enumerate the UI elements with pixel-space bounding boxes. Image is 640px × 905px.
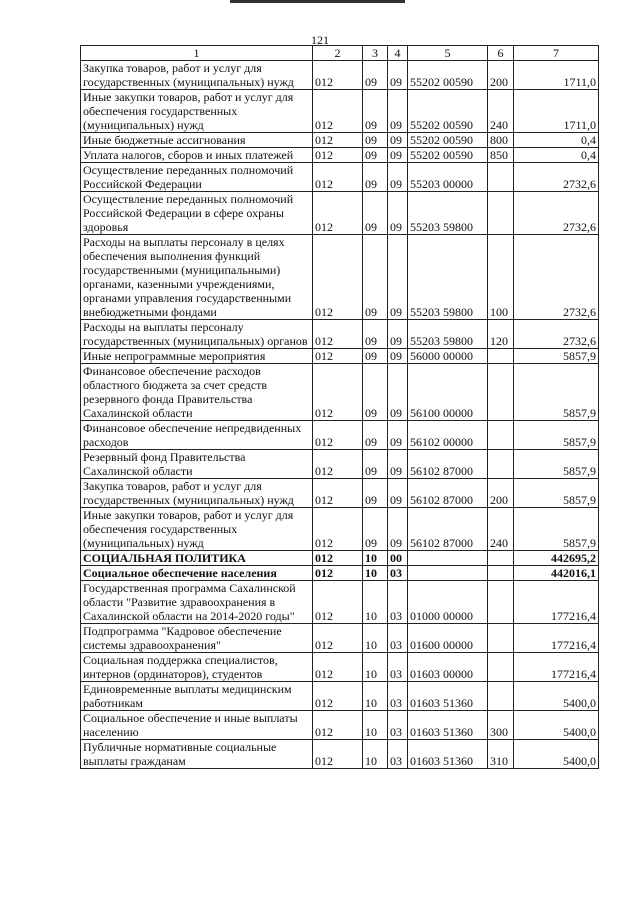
section-code-cell: 09 [363, 61, 388, 90]
item-name-cell: Социальное обеспечение и иные выплаты населению [81, 711, 313, 740]
target-article-cell: 55202 00590 [408, 90, 488, 133]
expense-type-cell: 100 [488, 235, 514, 320]
section-code-cell: 10 [363, 551, 388, 566]
table-row [81, 653, 599, 682]
ministry-code-cell: 012 [313, 566, 363, 581]
table-row [81, 192, 599, 235]
ministry-code-cell: 012 [313, 711, 363, 740]
table-row [81, 349, 599, 364]
item-name-cell: Иные закупки товаров, работ и услуг для обеспечения государственных (муниципальных) нужд [81, 508, 313, 551]
table-row [81, 163, 599, 192]
target-article-cell: 55203 59800 [408, 320, 488, 349]
table-row [81, 235, 599, 320]
subsection-code-cell: 09 [388, 148, 408, 163]
ministry-code-cell: 012 [313, 349, 363, 364]
item-name-cell: Уплата налогов, сборов и иных платежей [81, 148, 313, 163]
target-article-cell: 01603 51360 [408, 711, 488, 740]
ministry-code-cell: 012 [313, 551, 363, 566]
column-header: 2 [313, 46, 363, 61]
target-article-cell: 55202 00590 [408, 148, 488, 163]
item-name-cell: Финансовое обеспечение непредвиденных расходов [81, 421, 313, 450]
subsection-code-cell: 09 [388, 349, 408, 364]
amount-cell: 0,4 [514, 133, 599, 148]
page-number: 121 [311, 33, 329, 47]
expense-type-cell [488, 421, 514, 450]
ministry-code-cell: 012 [313, 653, 363, 682]
item-name-cell: Осуществление переданных полномочий Российской Федерации в сфере охраны здоровья [81, 192, 313, 235]
column-header: 7 [514, 46, 599, 61]
table-row [81, 61, 599, 90]
section-code-cell: 09 [363, 320, 388, 349]
ministry-code-cell: 012 [313, 61, 363, 90]
amount-cell: 2732,6 [514, 235, 599, 320]
subsection-code-cell: 03 [388, 653, 408, 682]
subsection-code-cell: 09 [388, 192, 408, 235]
target-article-cell: 55203 59800 [408, 235, 488, 320]
amount-cell: 177216,4 [514, 581, 599, 624]
table-row [81, 479, 599, 508]
section-code-cell: 10 [363, 581, 388, 624]
amount-cell: 5857,9 [514, 479, 599, 508]
item-name-cell: Государственная программа Сахалинской области "Развитие здравоохранения в Сахалинской области на 2014-2020 годы" [81, 581, 313, 624]
table-row [81, 508, 599, 551]
expense-type-cell [488, 624, 514, 653]
table-row [81, 551, 599, 566]
target-article-cell: 56102 87000 [408, 479, 488, 508]
section-code-cell: 09 [363, 349, 388, 364]
section-code-cell: 09 [363, 508, 388, 551]
ministry-code-cell: 012 [313, 235, 363, 320]
target-article-cell [408, 566, 488, 581]
item-name-cell: Социальное обеспечение населения [81, 566, 313, 581]
target-article-cell [408, 551, 488, 566]
ministry-code-cell: 012 [313, 320, 363, 349]
ministry-code-cell: 012 [313, 479, 363, 508]
ministry-code-cell: 012 [313, 133, 363, 148]
ministry-code-cell: 012 [313, 624, 363, 653]
section-code-cell: 09 [363, 364, 388, 421]
amount-cell: 5857,9 [514, 421, 599, 450]
target-article-cell: 56102 87000 [408, 450, 488, 479]
table-row [81, 566, 599, 581]
expense-type-cell [488, 581, 514, 624]
item-name-cell: Финансовое обеспечение расходов областного бюджета за счет средств резервного фонда Правительства Сахалинской области [81, 364, 313, 421]
ministry-code-cell: 012 [313, 90, 363, 133]
subsection-code-cell: 03 [388, 581, 408, 624]
item-name-cell: Расходы на выплаты персоналу в целях обеспечения выполнения функций государственными (муниципальными) органами, казенными учреждениями, органами управления государственными внебюджетными фондами [81, 235, 313, 320]
subsection-code-cell: 03 [388, 566, 408, 581]
section-code-cell: 09 [363, 163, 388, 192]
table-header-row [81, 46, 599, 61]
ministry-code-cell: 012 [313, 450, 363, 479]
ministry-code-cell: 012 [313, 163, 363, 192]
subsection-code-cell: 09 [388, 163, 408, 192]
scan-artifact-line [230, 0, 405, 3]
amount-cell: 177216,4 [514, 624, 599, 653]
section-code-cell: 09 [363, 450, 388, 479]
section-code-cell: 10 [363, 653, 388, 682]
expense-type-cell: 310 [488, 740, 514, 769]
item-name-cell: Закупка товаров, работ и услуг для государственных (муниципальных) нужд [81, 61, 313, 90]
expense-type-cell [488, 682, 514, 711]
target-article-cell: 56102 00000 [408, 421, 488, 450]
subsection-code-cell: 09 [388, 133, 408, 148]
target-article-cell: 55202 00590 [408, 133, 488, 148]
budget-table [80, 45, 599, 769]
expense-type-cell [488, 551, 514, 566]
section-code-cell: 09 [363, 133, 388, 148]
ministry-code-cell: 012 [313, 740, 363, 769]
amount-cell: 2732,6 [514, 163, 599, 192]
ministry-code-cell: 012 [313, 148, 363, 163]
target-article-cell: 01000 00000 [408, 581, 488, 624]
section-code-cell: 10 [363, 740, 388, 769]
item-name-cell: Иные бюджетные ассигнования [81, 133, 313, 148]
target-article-cell: 55202 00590 [408, 61, 488, 90]
expense-type-cell: 850 [488, 148, 514, 163]
amount-cell: 0,4 [514, 148, 599, 163]
subsection-code-cell: 09 [388, 61, 408, 90]
table-row [81, 740, 599, 769]
subsection-code-cell: 03 [388, 624, 408, 653]
amount-cell: 5857,9 [514, 349, 599, 364]
amount-cell: 1711,0 [514, 61, 599, 90]
target-article-cell: 55203 59800 [408, 192, 488, 235]
item-name-cell: СОЦИАЛЬНАЯ ПОЛИТИКА [81, 551, 313, 566]
amount-cell: 5857,9 [514, 450, 599, 479]
subsection-code-cell: 09 [388, 320, 408, 349]
expense-type-cell [488, 192, 514, 235]
target-article-cell: 55203 00000 [408, 163, 488, 192]
table-row [81, 133, 599, 148]
item-name-cell: Единовременные выплаты медицинским работникам [81, 682, 313, 711]
column-header: 3 [363, 46, 388, 61]
table-row [81, 421, 599, 450]
expense-type-cell: 240 [488, 508, 514, 551]
column-header: 6 [488, 46, 514, 61]
target-article-cell: 01603 51360 [408, 740, 488, 769]
amount-cell: 442695,2 [514, 551, 599, 566]
expense-type-cell [488, 349, 514, 364]
column-header: 5 [408, 46, 488, 61]
target-article-cell: 01600 00000 [408, 624, 488, 653]
amount-cell: 5400,0 [514, 711, 599, 740]
subsection-code-cell: 09 [388, 421, 408, 450]
item-name-cell: Резервный фонд Правительства Сахалинской области [81, 450, 313, 479]
subsection-code-cell: 09 [388, 508, 408, 551]
expense-type-cell [488, 566, 514, 581]
subsection-code-cell: 09 [388, 90, 408, 133]
subsection-code-cell: 09 [388, 235, 408, 320]
section-code-cell: 10 [363, 711, 388, 740]
subsection-code-cell: 00 [388, 551, 408, 566]
amount-cell: 1711,0 [514, 90, 599, 133]
ministry-code-cell: 012 [313, 421, 363, 450]
table-row [81, 364, 599, 421]
section-code-cell: 10 [363, 682, 388, 711]
table-row [81, 624, 599, 653]
table-row [81, 320, 599, 349]
expense-type-cell: 300 [488, 711, 514, 740]
amount-cell: 442016,1 [514, 566, 599, 581]
expense-type-cell: 200 [488, 61, 514, 90]
target-article-cell: 01603 51360 [408, 682, 488, 711]
expense-type-cell [488, 364, 514, 421]
amount-cell: 5400,0 [514, 682, 599, 711]
amount-cell: 5857,9 [514, 508, 599, 551]
ministry-code-cell: 012 [313, 682, 363, 711]
item-name-cell: Иные закупки товаров, работ и услуг для обеспечения государственных (муниципальных) нужд [81, 90, 313, 133]
section-code-cell: 09 [363, 148, 388, 163]
ministry-code-cell: 012 [313, 364, 363, 421]
item-name-cell: Публичные нормативные социальные выплаты гражданам [81, 740, 313, 769]
ministry-code-cell: 012 [313, 508, 363, 551]
amount-cell: 177216,4 [514, 653, 599, 682]
ministry-code-cell: 012 [313, 192, 363, 235]
target-article-cell: 01603 00000 [408, 653, 488, 682]
subsection-code-cell: 03 [388, 711, 408, 740]
item-name-cell: Социальная поддержка специалистов, интернов (ординаторов), студентов [81, 653, 313, 682]
item-name-cell: Подпрограмма "Кадровое обеспечение системы здравоохранения" [81, 624, 313, 653]
expense-type-cell: 800 [488, 133, 514, 148]
section-code-cell: 09 [363, 235, 388, 320]
subsection-code-cell: 09 [388, 479, 408, 508]
amount-cell: 2732,6 [514, 192, 599, 235]
section-code-cell: 09 [363, 421, 388, 450]
table-row [81, 90, 599, 133]
section-code-cell: 10 [363, 624, 388, 653]
section-code-cell: 09 [363, 192, 388, 235]
subsection-code-cell: 09 [388, 364, 408, 421]
item-name-cell: Иные непрограммные мероприятия [81, 349, 313, 364]
expense-type-cell: 240 [488, 90, 514, 133]
expense-type-cell: 120 [488, 320, 514, 349]
table-row [81, 450, 599, 479]
subsection-code-cell: 09 [388, 450, 408, 479]
amount-cell: 5400,0 [514, 740, 599, 769]
target-article-cell: 56102 87000 [408, 508, 488, 551]
expense-type-cell [488, 653, 514, 682]
table-row [81, 711, 599, 740]
target-article-cell: 56100 00000 [408, 364, 488, 421]
expense-type-cell [488, 163, 514, 192]
target-article-cell: 56000 00000 [408, 349, 488, 364]
item-name-cell: Осуществление переданных полномочий Российской Федерации [81, 163, 313, 192]
ministry-code-cell: 012 [313, 581, 363, 624]
table-row [81, 148, 599, 163]
subsection-code-cell: 03 [388, 682, 408, 711]
item-name-cell: Расходы на выплаты персоналу государственных (муниципальных) органов [81, 320, 313, 349]
subsection-code-cell: 03 [388, 740, 408, 769]
amount-cell: 2732,6 [514, 320, 599, 349]
column-header: 1 [81, 46, 313, 61]
expense-type-cell: 200 [488, 479, 514, 508]
section-code-cell: 10 [363, 566, 388, 581]
column-header: 4 [388, 46, 408, 61]
amount-cell: 5857,9 [514, 364, 599, 421]
section-code-cell: 09 [363, 479, 388, 508]
item-name-cell: Закупка товаров, работ и услуг для государственных (муниципальных) нужд [81, 479, 313, 508]
section-code-cell: 09 [363, 90, 388, 133]
table-row [81, 581, 599, 624]
table-row [81, 682, 599, 711]
expense-type-cell [488, 450, 514, 479]
